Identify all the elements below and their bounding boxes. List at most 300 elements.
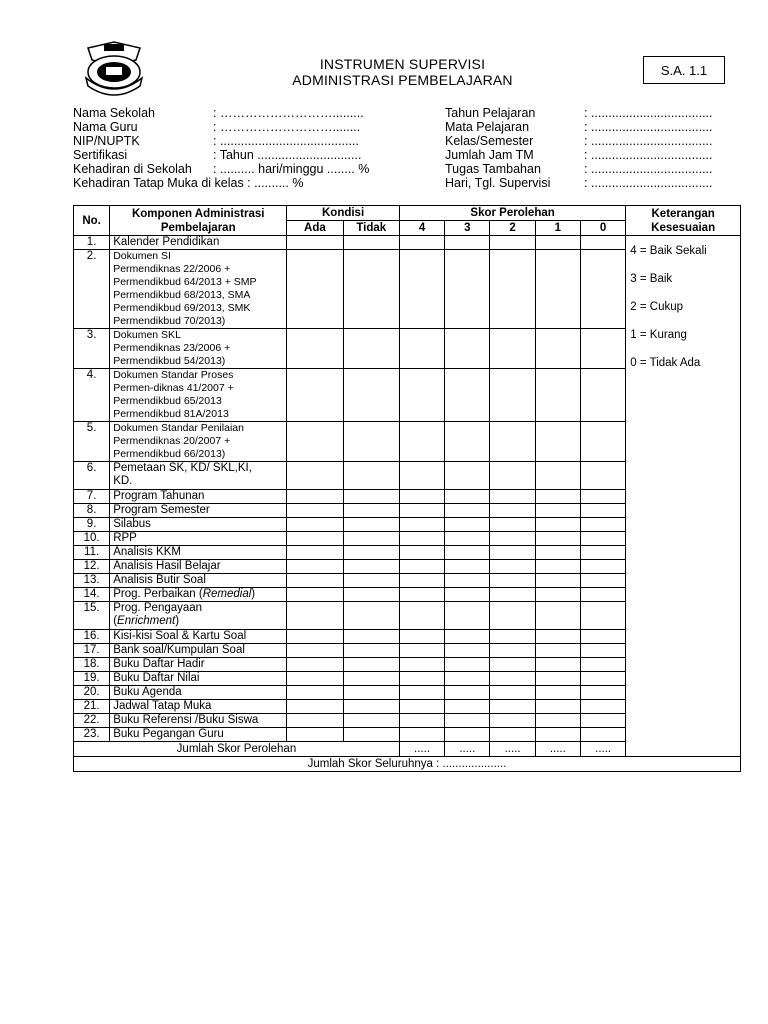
cell-ada[interactable] — [287, 672, 343, 686]
cell-s2[interactable] — [490, 630, 535, 644]
component-line: Kalender Pendidikan — [113, 236, 220, 248]
sum-score-cell[interactable]: ..... — [399, 742, 444, 757]
title-line-1: INSTRUMEN SUPERVISI — [319, 56, 486, 72]
row-component — [110, 490, 287, 504]
cell-s0[interactable] — [580, 422, 625, 462]
cell-tidak[interactable] — [343, 462, 399, 490]
cell-s1[interactable] — [535, 422, 580, 462]
cell-ada[interactable] — [287, 560, 343, 574]
legend-item: 1 = Kurang — [630, 329, 687, 341]
cell-s1[interactable] — [535, 588, 580, 602]
component-line: Prog. Perbaikan (Remedial) — [113, 588, 256, 600]
cell-s3[interactable] — [445, 329, 490, 369]
cell-s2[interactable] — [490, 686, 535, 700]
info-label: Kehadiran Tatap Muka di kelas : .......... % — [73, 176, 304, 190]
component-line: Permendikbud 68/2013, SMA — [113, 289, 251, 301]
legend-item: 0 = Tidak Ada — [630, 357, 701, 369]
cell-ada[interactable] — [287, 686, 343, 700]
cell-s3[interactable] — [445, 462, 490, 490]
cell-s4[interactable] — [399, 588, 444, 602]
cell-s1[interactable] — [535, 602, 580, 630]
component-line: Dokumen Standar Proses — [113, 369, 234, 381]
header-ada: Ada — [287, 221, 343, 236]
component-line: Analisis Butir Soal — [113, 574, 206, 586]
cell-ada[interactable] — [287, 546, 343, 560]
header-component-line-2: Pembelajaran — [160, 221, 236, 234]
row-component — [110, 588, 287, 602]
info-label: Kelas/Semester — [445, 134, 534, 148]
cell-tidak[interactable] — [343, 329, 399, 369]
cell-tidak[interactable] — [343, 532, 399, 546]
cell-s1[interactable] — [535, 686, 580, 700]
cell-ada[interactable] — [287, 658, 343, 672]
cell-s1[interactable] — [535, 504, 580, 518]
sum-score-cell[interactable]: ..... — [490, 742, 535, 757]
component-line: Permendikbud 70/2013) — [113, 315, 226, 327]
document-title — [230, 56, 575, 88]
cell-s1[interactable] — [535, 369, 580, 422]
row-number: 6. — [74, 462, 110, 490]
cell-s4[interactable] — [399, 672, 444, 686]
cell-s2[interactable] — [490, 422, 535, 462]
table-row — [74, 236, 741, 250]
info-row — [73, 162, 393, 176]
component-line: Buku Pegangan Guru — [113, 728, 224, 740]
component-line: KD. — [113, 475, 133, 487]
info-label: Sertifikasi — [73, 148, 128, 162]
cell-s3[interactable] — [445, 602, 490, 630]
header-skor: Skor Perolehan — [399, 206, 625, 221]
cell-tidak[interactable] — [343, 588, 399, 602]
cell-s3[interactable] — [445, 518, 490, 532]
cell-tidak[interactable] — [343, 574, 399, 588]
row-component — [110, 546, 287, 560]
cell-tidak[interactable] — [343, 369, 399, 422]
cell-s4[interactable] — [399, 714, 444, 728]
cell-s2[interactable] — [490, 462, 535, 490]
legend-item: 3 = Baik — [630, 273, 673, 285]
cell-tidak[interactable] — [343, 672, 399, 686]
component-line: Dokumen Standar Penilaian — [113, 422, 244, 434]
cell-s4[interactable] — [399, 518, 444, 532]
row-number: 5. — [74, 422, 110, 462]
cell-s1[interactable] — [535, 658, 580, 672]
cell-s3[interactable] — [445, 236, 490, 250]
row-component — [110, 630, 287, 644]
component-line: Permendiknas 23/2006 + — [113, 342, 231, 354]
row-component — [110, 329, 287, 369]
header-keterangan — [626, 206, 741, 236]
cell-s0[interactable] — [580, 250, 625, 329]
info-row — [445, 106, 735, 120]
cell-s2[interactable] — [490, 574, 535, 588]
cell-s1[interactable] — [535, 672, 580, 686]
cell-s2[interactable] — [490, 236, 535, 250]
cell-tidak[interactable] — [343, 490, 399, 504]
cell-s1[interactable] — [535, 236, 580, 250]
cell-s4[interactable] — [399, 504, 444, 518]
row-number: 9. — [74, 518, 110, 532]
cell-tidak[interactable] — [343, 714, 399, 728]
cell-ada[interactable] — [287, 250, 343, 329]
cell-tidak[interactable] — [343, 504, 399, 518]
info-value: : ................................... — [584, 134, 713, 148]
cell-tidak[interactable] — [343, 658, 399, 672]
row-number: 2. — [74, 250, 110, 329]
cell-s1[interactable] — [535, 644, 580, 658]
component-line: Permendikbud 66/2013) — [113, 448, 226, 460]
cell-s3[interactable] — [445, 644, 490, 658]
cell-s0[interactable] — [580, 504, 625, 518]
row-component — [110, 560, 287, 574]
sum-label: Jumlah Skor Perolehan — [74, 742, 400, 757]
total-row — [74, 757, 741, 772]
cell-s0[interactable] — [580, 644, 625, 658]
row-number: 20. — [74, 686, 110, 700]
cell-s3[interactable] — [445, 574, 490, 588]
row-number: 3. — [74, 329, 110, 369]
component-line: Permendiknas 20/2007 + — [113, 435, 231, 447]
sum-score-cell[interactable]: ..... — [445, 742, 490, 757]
cell-s1[interactable] — [535, 250, 580, 329]
header-score-4: 4 — [399, 221, 444, 236]
sum-score-cell[interactable]: ..... — [535, 742, 580, 757]
component-line: Permendiknas 22/2006 + — [113, 263, 231, 275]
cell-s0[interactable] — [580, 236, 625, 250]
city-emblem-logo — [80, 38, 148, 98]
info-value: : ................................... — [584, 106, 713, 120]
cell-s4[interactable] — [399, 462, 444, 490]
header-keterangan-line-1: Keterangan — [651, 207, 715, 220]
cell-s2[interactable] — [490, 560, 535, 574]
row-number: 15. — [74, 602, 110, 630]
info-value: : ................................... — [584, 176, 713, 190]
row-number: 8. — [74, 504, 110, 518]
cell-tidak[interactable] — [343, 560, 399, 574]
cell-s3[interactable] — [445, 546, 490, 560]
row-component — [110, 714, 287, 728]
cell-s2[interactable] — [490, 504, 535, 518]
component-line: Buku Daftar Nilai — [113, 672, 200, 684]
info-label: Nama Guru — [73, 120, 138, 134]
cell-s3[interactable] — [445, 422, 490, 462]
cell-s3[interactable] — [445, 686, 490, 700]
cell-s4[interactable] — [399, 686, 444, 700]
component-line: Program Tahunan — [113, 490, 205, 502]
component-line: Permendikbud 69/2013, SMK — [113, 302, 251, 314]
cell-s2[interactable] — [490, 329, 535, 369]
info-value: : .......... hari/minggu ........ % — [213, 162, 370, 176]
info-value: : ................................... — [584, 162, 713, 176]
cell-ada[interactable] — [287, 588, 343, 602]
cell-s0[interactable] — [580, 588, 625, 602]
component-line: Kisi-kisi Soal & Kartu Soal — [113, 630, 247, 642]
cell-s4[interactable] — [399, 422, 444, 462]
row-component — [110, 369, 287, 422]
cell-s1[interactable] — [535, 490, 580, 504]
cell-s4[interactable] — [399, 700, 444, 714]
info-value: : Tahun .............................. — [213, 148, 362, 162]
cell-s2[interactable] — [490, 700, 535, 714]
cell-s4[interactable] — [399, 250, 444, 329]
cell-ada[interactable] — [287, 574, 343, 588]
cell-s4[interactable] — [399, 546, 444, 560]
cell-s4[interactable] — [399, 532, 444, 546]
info-row — [73, 120, 393, 134]
component-line: Buku Daftar Hadir — [113, 658, 205, 670]
row-number: 18. — [74, 658, 110, 672]
row-component — [110, 728, 287, 742]
cell-tidak[interactable] — [343, 422, 399, 462]
legend-item: 2 = Cukup — [630, 301, 684, 313]
cell-s0[interactable] — [580, 700, 625, 714]
cell-ada[interactable] — [287, 490, 343, 504]
cell-s4[interactable] — [399, 236, 444, 250]
info-row — [73, 134, 393, 148]
cell-tidak[interactable] — [343, 728, 399, 742]
cell-s1[interactable] — [535, 700, 580, 714]
cell-tidak[interactable] — [343, 236, 399, 250]
header-score-2: 2 — [490, 221, 535, 236]
row-component — [110, 422, 287, 462]
info-value: : ........................................ — [213, 134, 359, 148]
cell-s0[interactable] — [580, 714, 625, 728]
row-component — [110, 504, 287, 518]
cell-s2[interactable] — [490, 602, 535, 630]
row-number: 14. — [74, 588, 110, 602]
cell-s0[interactable] — [580, 672, 625, 686]
sum-score-cell[interactable]: ..... — [580, 742, 625, 757]
cell-s4[interactable] — [399, 630, 444, 644]
cell-s1[interactable] — [535, 560, 580, 574]
component-line: Prog. Pengayaan — [113, 602, 203, 614]
cell-s1[interactable] — [535, 532, 580, 546]
cell-ada[interactable] — [287, 700, 343, 714]
cell-tidak[interactable] — [343, 602, 399, 630]
cell-s1[interactable] — [535, 546, 580, 560]
header-no: No. — [74, 206, 110, 236]
cell-s3[interactable] — [445, 504, 490, 518]
cell-s1[interactable] — [535, 728, 580, 742]
info-label: Jumlah Jam TM — [445, 148, 534, 162]
info-label: Tahun Pelajaran — [445, 106, 536, 120]
cell-s3[interactable] — [445, 588, 490, 602]
row-component — [110, 462, 287, 490]
cell-s4[interactable] — [399, 490, 444, 504]
cell-s4[interactable] — [399, 574, 444, 588]
cell-ada[interactable] — [287, 462, 343, 490]
component-line: Dokumen SKL — [113, 329, 181, 341]
cell-ada[interactable] — [287, 602, 343, 630]
cell-s2[interactable] — [490, 490, 535, 504]
row-component — [110, 602, 287, 630]
row-number: 7. — [74, 490, 110, 504]
cell-ada[interactable] — [287, 422, 343, 462]
cell-s2[interactable] — [490, 588, 535, 602]
component-line: Permendikbud 65/2013 — [113, 395, 222, 407]
row-number: 1. — [74, 236, 110, 250]
cell-tidak[interactable] — [343, 250, 399, 329]
form-code-box: S.A. 1.1 — [643, 56, 725, 84]
component-line: Permendikbud 81A/2013 — [113, 408, 229, 420]
cell-s1[interactable] — [535, 574, 580, 588]
row-component — [110, 532, 287, 546]
info-label: Nama Sekolah — [73, 106, 155, 120]
info-label: Hari, Tgl. Supervisi — [445, 176, 551, 190]
cell-s0[interactable] — [580, 462, 625, 490]
cell-s0[interactable] — [580, 518, 625, 532]
header-keterangan-line-2: Kesesuaian — [651, 221, 716, 234]
component-line: Analisis KKM — [113, 546, 181, 558]
cell-s2[interactable] — [490, 672, 535, 686]
component-line: Dokumen SI — [113, 250, 171, 262]
cell-s3[interactable] — [445, 560, 490, 574]
cell-s4[interactable] — [399, 560, 444, 574]
cell-s2[interactable] — [490, 714, 535, 728]
cell-s2[interactable] — [490, 250, 535, 329]
component-line: Permendikbud 54/2013) — [113, 355, 226, 367]
cell-s4[interactable] — [399, 728, 444, 742]
cell-ada[interactable] — [287, 728, 343, 742]
cell-s0[interactable] — [580, 630, 625, 644]
cell-s0[interactable] — [580, 329, 625, 369]
cell-s4[interactable] — [399, 658, 444, 672]
header-score-1: 1 — [535, 221, 580, 236]
cell-s3[interactable] — [445, 369, 490, 422]
cell-tidak[interactable] — [343, 630, 399, 644]
cell-s2[interactable] — [490, 532, 535, 546]
info-value: : ………………………......... — [213, 106, 364, 120]
cell-ada[interactable] — [287, 714, 343, 728]
cell-ada[interactable] — [287, 236, 343, 250]
cell-s3[interactable] — [445, 250, 490, 329]
row-component — [110, 644, 287, 658]
legend-item: 4 = Baik Sekali — [630, 245, 707, 257]
cell-s4[interactable] — [399, 329, 444, 369]
row-number: 19. — [74, 672, 110, 686]
info-row — [445, 120, 735, 134]
cell-s2[interactable] — [490, 658, 535, 672]
cell-s3[interactable] — [445, 630, 490, 644]
info-value: : ………………………........ — [213, 120, 361, 134]
cell-tidak[interactable] — [343, 686, 399, 700]
cell-ada[interactable] — [287, 644, 343, 658]
title-line-2: ADMINISTRASI PEMBELAJARAN — [292, 72, 513, 88]
component-line: Bank soal/Kumpulan Soal — [113, 644, 245, 656]
cell-s0[interactable] — [580, 532, 625, 546]
cell-tidak[interactable] — [343, 546, 399, 560]
info-label: NIP/NUPTK — [73, 134, 140, 148]
row-component — [110, 518, 287, 532]
component-line: Silabus — [113, 518, 151, 530]
row-component — [110, 250, 287, 329]
row-number: 13. — [74, 574, 110, 588]
cell-s0[interactable] — [580, 658, 625, 672]
cell-tidak[interactable] — [343, 700, 399, 714]
cell-ada[interactable] — [287, 369, 343, 422]
info-value: : ................................... — [584, 120, 713, 134]
component-line: Pemetaan SK, KD/ SKL,KI, — [113, 462, 252, 474]
cell-tidak[interactable] — [343, 644, 399, 658]
cell-s0[interactable] — [580, 574, 625, 588]
cell-ada[interactable] — [287, 329, 343, 369]
cell-s3[interactable] — [445, 714, 490, 728]
row-number: 12. — [74, 560, 110, 574]
cell-s1[interactable] — [535, 329, 580, 369]
cell-s1[interactable] — [535, 714, 580, 728]
cell-s0[interactable] — [580, 728, 625, 742]
cell-s3[interactable] — [445, 658, 490, 672]
info-label: Mata Pelajaran — [445, 120, 530, 134]
cell-s3[interactable] — [445, 672, 490, 686]
cell-s0[interactable] — [580, 560, 625, 574]
info-row — [73, 176, 393, 190]
cell-s3[interactable] — [445, 532, 490, 546]
row-number: 10. — [74, 532, 110, 546]
cell-s1[interactable] — [535, 630, 580, 644]
cell-s1[interactable] — [535, 518, 580, 532]
cell-s2[interactable] — [490, 644, 535, 658]
info-value: : ................................... — [584, 148, 713, 162]
component-line: Analisis Hasil Belajar — [113, 560, 221, 572]
row-number: 11. — [74, 546, 110, 560]
cell-ada[interactable] — [287, 518, 343, 532]
cell-s4[interactable] — [399, 644, 444, 658]
cell-s4[interactable] — [399, 602, 444, 630]
cell-s2[interactable] — [490, 518, 535, 532]
cell-ada[interactable] — [287, 630, 343, 644]
info-row — [445, 162, 735, 176]
cell-s4[interactable] — [399, 369, 444, 422]
cell-ada[interactable] — [287, 532, 343, 546]
component-line: Buku Agenda — [113, 686, 182, 698]
cell-ada[interactable] — [287, 504, 343, 518]
component-line: Buku Referensi /Buku Siswa — [113, 714, 259, 726]
row-component — [110, 700, 287, 714]
header-tidak: Tidak — [343, 221, 399, 236]
cell-s0[interactable] — [580, 546, 625, 560]
info-label: Kehadiran di Sekolah — [73, 162, 192, 176]
header-component-line-1: Komponen Administrasi — [131, 207, 265, 220]
cell-s0[interactable] — [580, 602, 625, 630]
row-number: 16. — [74, 630, 110, 644]
row-number: 23. — [74, 728, 110, 742]
cell-s2[interactable] — [490, 728, 535, 742]
cell-s3[interactable] — [445, 728, 490, 742]
row-component — [110, 686, 287, 700]
cell-s0[interactable] — [580, 490, 625, 504]
cell-s0[interactable] — [580, 686, 625, 700]
cell-s2[interactable] — [490, 369, 535, 422]
row-number: 21. — [74, 700, 110, 714]
header-score-0: 0 — [580, 221, 625, 236]
info-row — [445, 148, 735, 162]
component-line: RPP — [113, 532, 137, 544]
keterangan-legend — [626, 236, 741, 757]
cell-s3[interactable] — [445, 700, 490, 714]
cell-s0[interactable] — [580, 369, 625, 422]
row-number: 4. — [74, 369, 110, 422]
cell-s2[interactable] — [490, 546, 535, 560]
cell-s1[interactable] — [535, 462, 580, 490]
component-line: Jadwal Tatap Muka — [113, 700, 212, 712]
cell-tidak[interactable] — [343, 518, 399, 532]
row-number: 17. — [74, 644, 110, 658]
cell-s3[interactable] — [445, 490, 490, 504]
header-component — [110, 206, 287, 236]
component-line: Permendikbud 64/2013 + SMP — [113, 276, 257, 288]
row-component — [110, 574, 287, 588]
